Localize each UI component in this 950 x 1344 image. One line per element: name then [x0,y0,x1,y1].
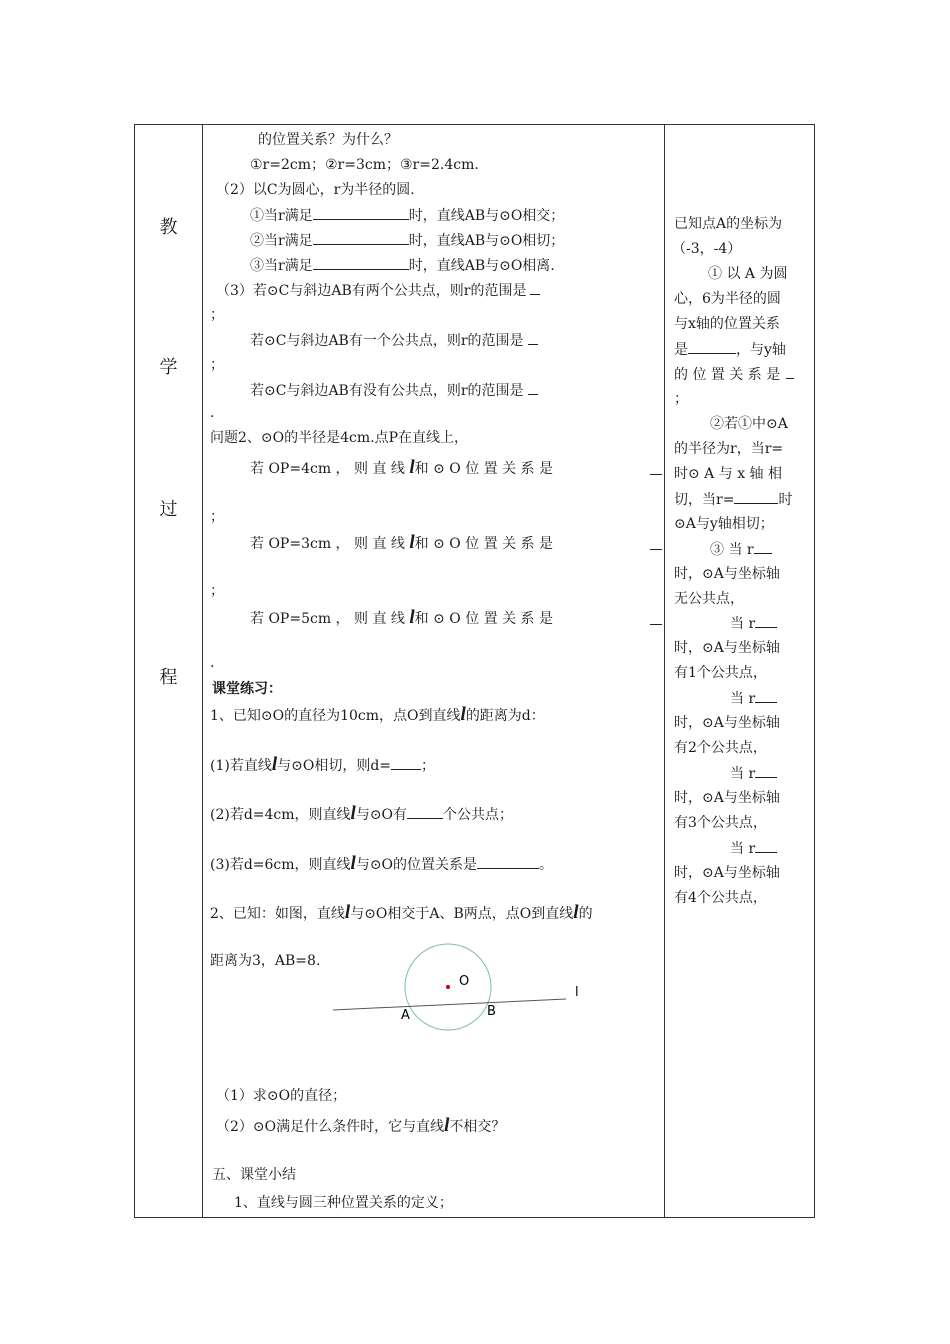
right-line: 有1个公共点， [674,665,767,681]
summary-item-1: 1、直线与圆三种位置关系的定义； [234,1195,453,1211]
text: （2）⊙O满足什么条件时，它与直线 [216,1119,445,1135]
right-line [730,839,777,858]
blank [754,540,772,554]
ask-2 [216,1117,505,1136]
blank [755,689,777,703]
period: . [210,405,215,421]
blank [755,614,777,628]
blank [786,365,794,379]
text: 2、已知：如图，直线 [210,906,345,922]
right-line: 时，⊙A与坐标轴 [674,715,780,731]
text: 是 [674,342,688,358]
condition-1-lead: ①当r满足 [250,208,313,224]
op-tail: 和 ⊙ O 位 置 关 系 是 [414,536,553,552]
right-line: ① 以 A 为圆 [708,266,788,282]
line-l-symbol: l [444,1115,450,1136]
right-line: ； [674,391,688,407]
right-line: 的半径为r，当r= [674,441,784,457]
right-line: ⊙A与y轴相切； [674,516,774,532]
line-l-symbol: l [409,532,415,553]
right-line [710,540,772,559]
question-options: ①r=2cm；②r=3cm；③r=2.4cm. [250,157,479,173]
text: 个公共点； [443,807,514,823]
text: 与⊙O的位置关系是 [355,857,478,873]
question-2: 问题2、⊙O的半径是4cm.点P在直线上， [210,430,469,446]
exercise-1 [210,706,545,725]
right-line: ②若①中⊙A [710,416,788,432]
blank [650,611,662,625]
right-line [730,689,777,708]
right-line: 有2个公共点， [674,740,767,756]
line-l-symbol: l [350,853,356,874]
line-l-symbol: l [409,457,415,478]
condition-2-tail: 时，直线AB与⊙O相切； [408,233,565,249]
label-o: O [459,974,470,989]
text: 。 [539,857,554,873]
exercise-2 [210,904,593,923]
op-lead: 若 OP=3cm ， 则 直 线 [250,536,405,552]
condition-1 [250,206,564,225]
part-3-text-2: 若⊙C与斜边AB有一个公共点，则r的范围是 [250,333,524,349]
blank [391,756,421,770]
text: (2)若d=4cm，则直线 [210,807,351,823]
blank [528,331,538,345]
side-label-char: 学 [159,357,178,378]
op-tail: 和 ⊙ O 位 置 关 系 是 [414,611,553,627]
right-line: 时，⊙A与坐标轴 [674,790,780,806]
right-line [730,764,777,783]
part-3-line-3 [250,381,538,400]
condition-1-tail: 时，直线AB与⊙O相交； [408,208,565,224]
right-line: 心，6为半径的圆 [674,291,781,307]
text: (3)若d=6cm，则直线 [210,857,351,873]
ask-1: （1）求⊙O的直径； [216,1088,347,1104]
side-label-char: 教 [159,217,178,238]
question-tail: 的位置关系？为什么？ [258,132,398,148]
line-l-symbol: l [460,704,466,725]
op-lead: 若 OP=5cm ， 则 直 线 [250,611,405,627]
side-label-char: 过 [159,499,178,520]
right-line: 与x轴的位置关系 [674,316,780,332]
column-divider-right [664,125,665,1217]
condition-2 [250,231,564,250]
period: . [210,655,215,671]
line-l-symbol: l [573,902,579,923]
line-l-symbol: l [271,754,278,775]
part-2-heading: （2）以C为圆心，r为半径的圆. [216,182,415,198]
blank [650,536,662,550]
text: 当 r [730,766,756,782]
right-line: 时，⊙A与坐标轴 [674,566,780,582]
right-line [730,614,777,633]
practice-title: 课堂练习： [212,681,282,697]
semicolon: ； [210,357,224,373]
blank [755,839,777,853]
op-lead: 若 OP=4cm ， 则 直 线 [250,461,405,477]
blank [477,855,539,869]
text: 当 r [730,841,756,857]
line-l-symbol: l [409,607,415,628]
condition-3 [250,256,555,275]
center-point [446,985,450,989]
exercise-2-distance: 距离为3，AB=8. [210,953,321,969]
right-line: 时，⊙A与坐标轴 [674,865,780,881]
text: 与⊙O相切，则d= [277,758,392,774]
condition-3-lead: ③当r满足 [250,258,313,274]
right-line: 有3个公共点， [674,815,767,831]
part-3-line-2 [250,331,538,350]
side-label-char: 程 [159,667,178,688]
blank [528,381,538,395]
blank [530,281,540,295]
label-a: A [401,1008,410,1023]
text: 时 [778,492,793,508]
exercise-1-part-3 [210,855,553,874]
line-l-symbol: l [344,902,351,923]
text: 当 r [730,616,756,632]
op-line-1 [250,459,662,478]
text: (1)若直线 [210,758,272,774]
op-line-3 [250,609,662,628]
blank [313,206,409,220]
exercise-1-part-1 [210,756,435,775]
blank [313,256,409,270]
op-line-2 [250,534,662,553]
semicolon: ； [421,758,436,774]
exercise-1-tail: 的距离为d： [465,708,545,724]
right-line: （-3，-4） [672,241,742,257]
summary-heading: 五、课堂小结 [212,1167,296,1183]
blank [688,340,736,354]
right-line: 无公共点， [674,591,744,607]
text: 不相交？ [449,1119,506,1135]
part-3-line-1 [216,281,540,300]
text: 的 [578,906,593,922]
label-b: B [487,1004,496,1019]
label-l: l [575,985,579,1000]
right-line: 时⊙ A 与 x 轴 相 [674,466,782,482]
part-3-text-3: 若⊙C与斜边AB有没有公共点，则r的范围是 [250,383,524,399]
semicolon: ； [210,583,224,599]
semicolon: ； [210,509,224,525]
blank [755,764,777,778]
condition-3-tail: 时，直线AB与⊙O相离. [408,258,555,274]
part-3-text-1: （3）若⊙C与斜边AB有两个公共点，则r的范围是 [216,283,527,299]
circle-line-figure [330,940,590,1040]
blank [650,461,662,475]
semicolon: ； [210,307,224,323]
text: 切，当r= [674,492,735,508]
blank [313,231,409,245]
right-line [674,340,786,359]
right-line [674,490,792,509]
op-tail: 和 ⊙ O 位 置 关 系 是 [414,461,553,477]
exercise-1-lead: 1、已知⊙O的直径为10cm，点O到直线 [210,708,461,724]
text: 与⊙O相交于A、B两点，点O到直线 [350,906,574,922]
text: 的 位 置 关 系 是 [674,367,781,383]
exercise-1-part-2 [210,805,513,824]
text: ③ 当 r [710,542,754,558]
right-line: 时，⊙A与坐标轴 [674,640,780,656]
text: 与⊙O有 [355,807,408,823]
right-line [674,365,794,384]
text: ，与y轴 [736,342,786,358]
column-divider-left [202,125,203,1217]
blank [734,490,778,504]
blank [407,805,443,819]
condition-2-lead: ②当r满足 [250,233,313,249]
right-line: 有4个公共点， [674,890,767,906]
line-l-symbol: l [350,803,356,824]
text: 当 r [730,691,756,707]
right-line: 已知点A的坐标为 [674,216,783,232]
line-l [333,999,566,1010]
